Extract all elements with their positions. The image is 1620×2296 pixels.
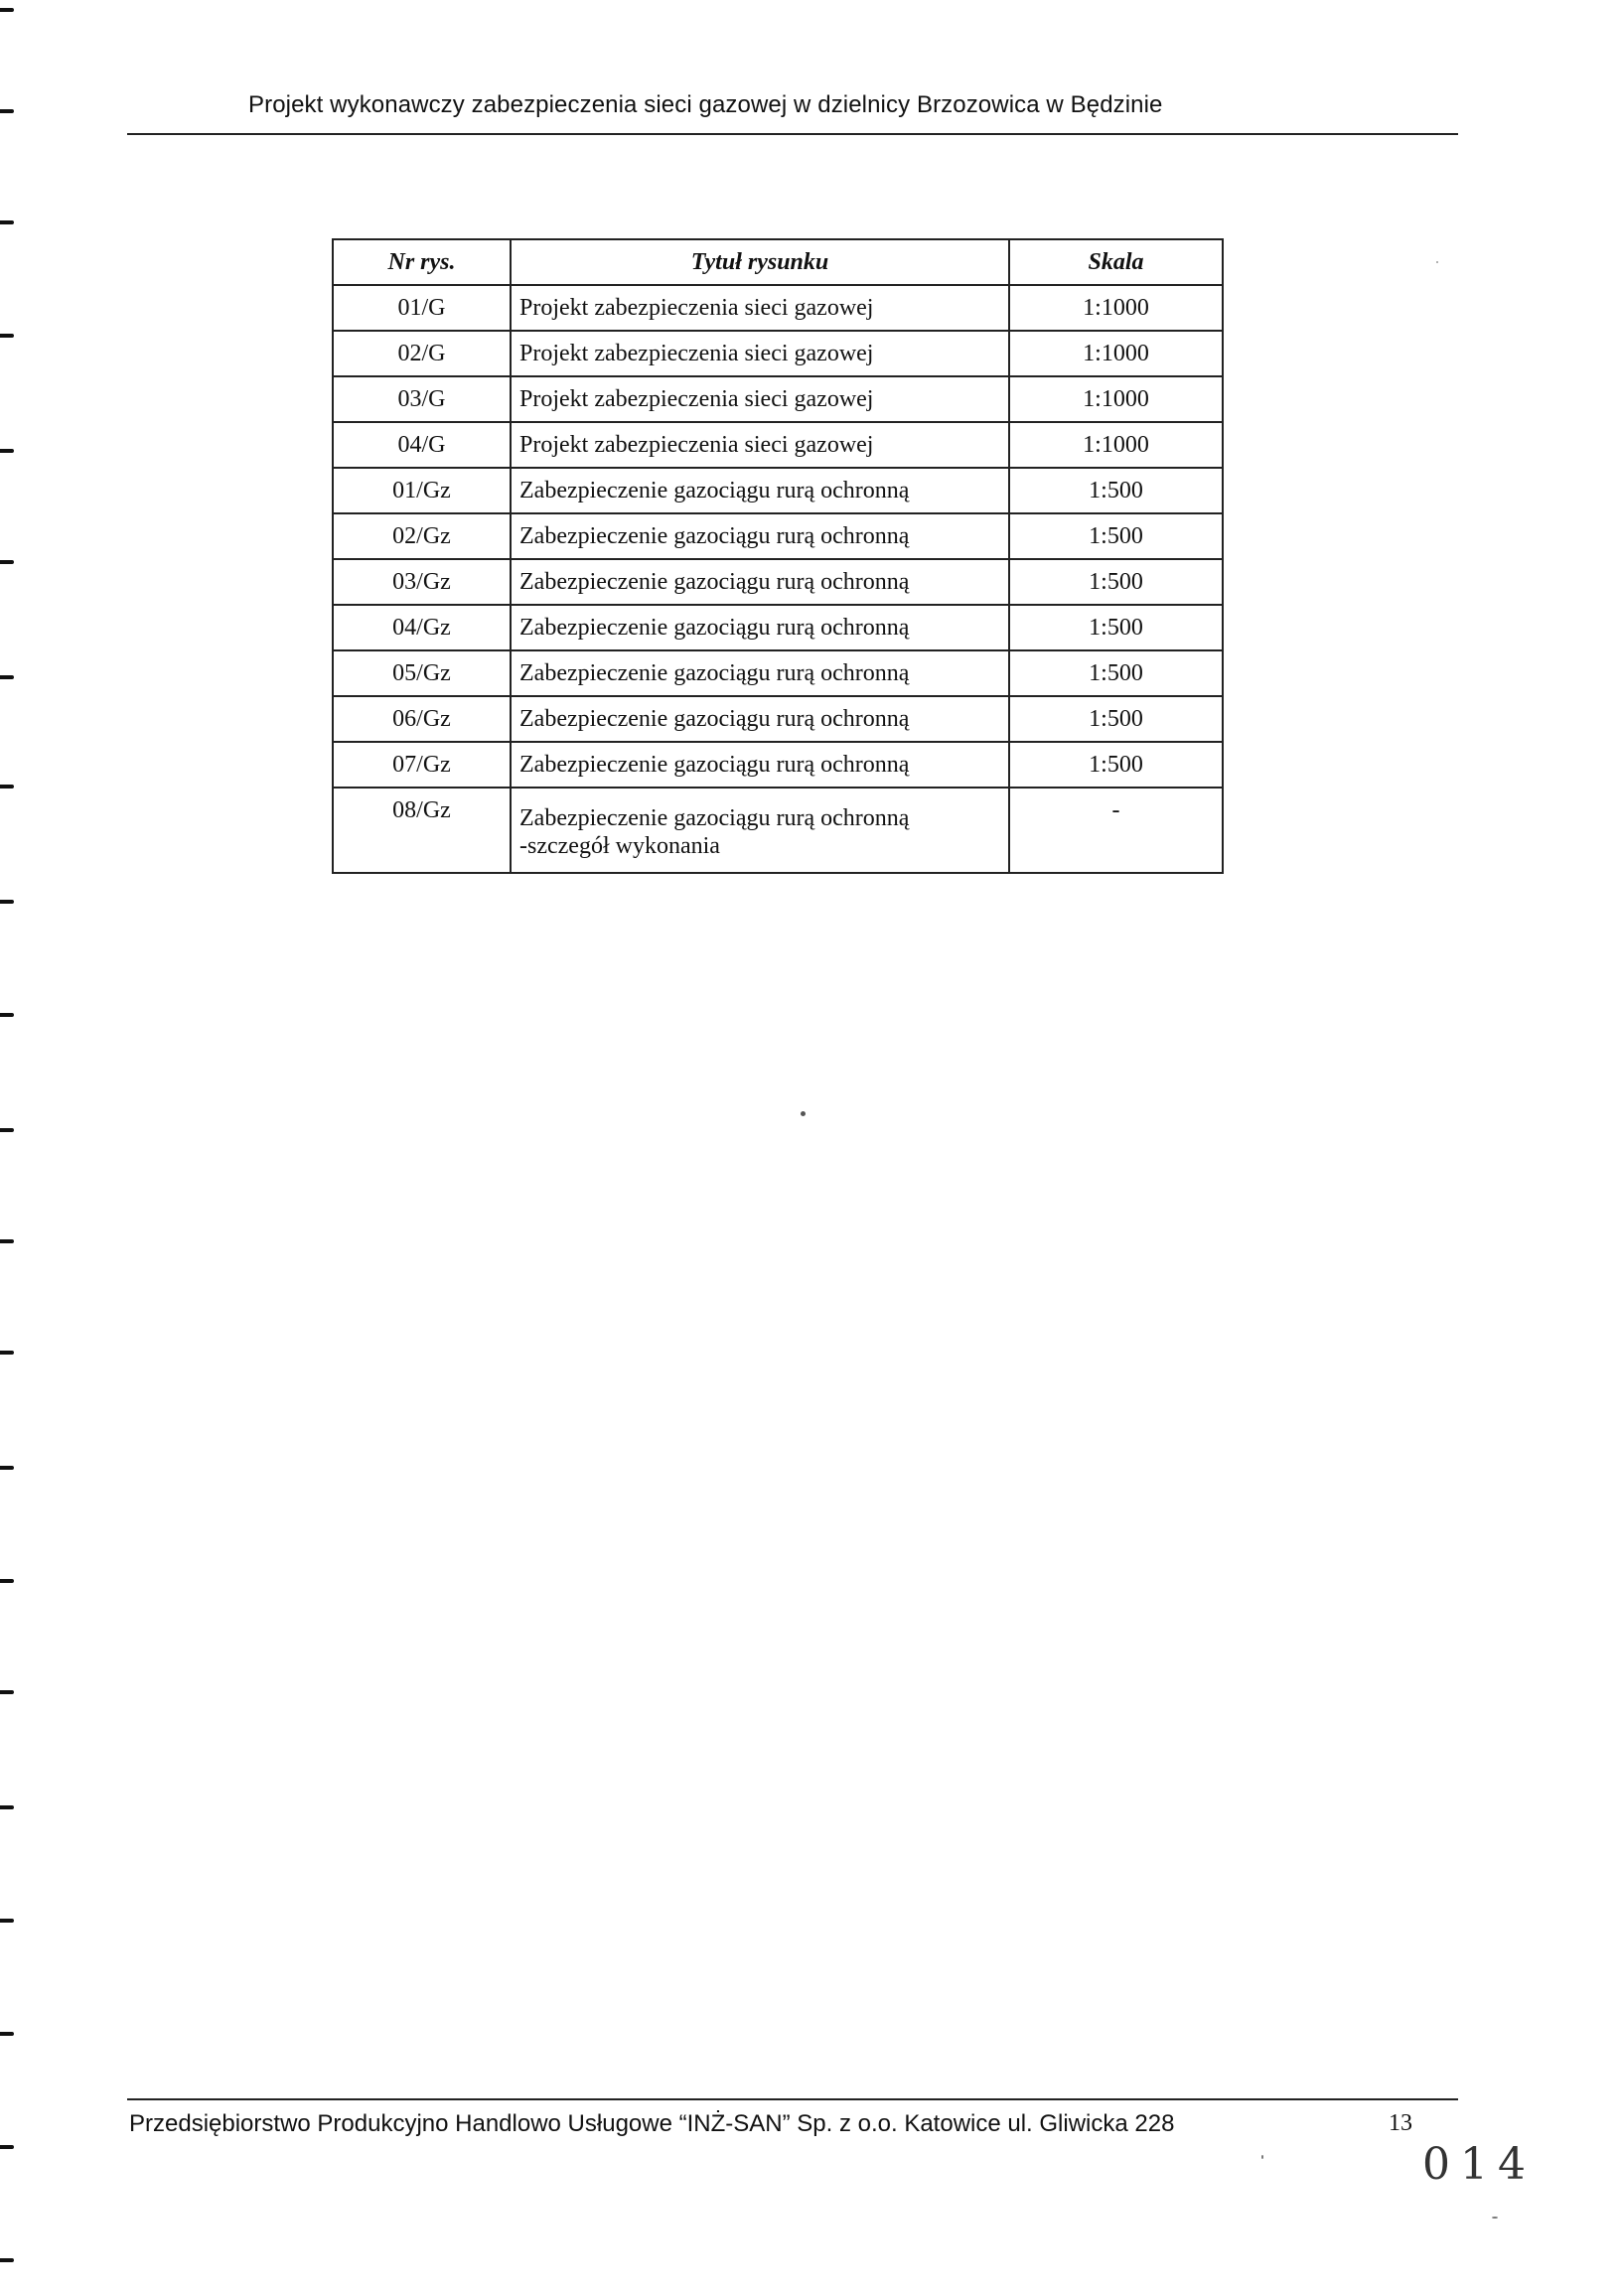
drawing-number: 05/Gz bbox=[333, 650, 511, 696]
column-header-scale: Skala bbox=[1009, 239, 1223, 285]
drawing-title: Zabezpieczenie gazociągu rurą ochronną bbox=[511, 742, 1009, 788]
table-row bbox=[333, 468, 1223, 513]
drawing-title-line-1: Zabezpieczenie gazociągu rurą ochronną bbox=[519, 805, 910, 831]
drawing-title: Zabezpieczenie gazociągu rurą ochronną bbox=[511, 513, 1009, 559]
drawing-title-line-2: -szczegół wykonania bbox=[519, 833, 720, 859]
binding-marks bbox=[0, 0, 20, 2296]
drawing-number: 03/G bbox=[333, 376, 511, 422]
scan-speck bbox=[801, 1111, 806, 1116]
drawing-scale: 1:500 bbox=[1009, 605, 1223, 650]
table-row bbox=[333, 376, 1223, 422]
table-row bbox=[333, 285, 1223, 331]
binding-mark bbox=[0, 1466, 14, 1470]
binding-mark bbox=[0, 675, 14, 679]
binding-mark bbox=[0, 449, 14, 453]
drawing-number: 07/Gz bbox=[333, 742, 511, 788]
table-row bbox=[333, 331, 1223, 376]
drawing-title: Projekt zabezpieczenia sieci gazowej bbox=[511, 376, 1009, 422]
drawing-number: 06/Gz bbox=[333, 696, 511, 742]
binding-mark bbox=[0, 785, 14, 789]
table-row bbox=[333, 788, 1223, 873]
binding-mark bbox=[0, 2258, 14, 2262]
scan-speck bbox=[1261, 2155, 1263, 2159]
drawing-scale: 1:1000 bbox=[1009, 331, 1223, 376]
drawing-scale: 1:1000 bbox=[1009, 376, 1223, 422]
drawing-title: Projekt zabezpieczenia sieci gazowej bbox=[511, 285, 1009, 331]
table-row bbox=[333, 696, 1223, 742]
drawing-title: Zabezpieczenie gazociągu rurą ochronną bbox=[511, 650, 1009, 696]
drawing-title: Projekt zabezpieczenia sieci gazowej bbox=[511, 422, 1009, 468]
binding-mark bbox=[0, 1128, 14, 1132]
drawing-title: Zabezpieczenie gazociągu rurą ochronną bbox=[511, 559, 1009, 605]
table-row bbox=[333, 422, 1223, 468]
table-row bbox=[333, 650, 1223, 696]
sheet-stamp: 014 bbox=[1422, 2139, 1536, 2190]
binding-mark bbox=[0, 8, 14, 12]
drawing-scale: 1:500 bbox=[1009, 696, 1223, 742]
drawing-title: Zabezpieczenie gazociągu rurą ochronną bbox=[511, 468, 1009, 513]
page-footer bbox=[127, 2098, 1458, 2150]
header-title: Projekt wykonawczy zabezpieczenia sieci gazowej w dzielnicy Brzozowica w Będzinie bbox=[248, 91, 1163, 118]
binding-mark bbox=[0, 109, 14, 113]
drawing-scale: 1:500 bbox=[1009, 650, 1223, 696]
binding-mark bbox=[0, 560, 14, 564]
drawing-scale: 1:500 bbox=[1009, 742, 1223, 788]
binding-mark bbox=[0, 900, 14, 904]
drawing-title: Projekt zabezpieczenia sieci gazowej bbox=[511, 331, 1009, 376]
binding-mark bbox=[0, 1351, 14, 1355]
drawing-title bbox=[511, 788, 1009, 873]
drawing-scale: 1:500 bbox=[1009, 513, 1223, 559]
drawing-number: 02/G bbox=[333, 331, 511, 376]
column-header-title: Tytuł rysunku bbox=[511, 239, 1009, 285]
scan-speck bbox=[1492, 2217, 1498, 2219]
drawing-title: Zabezpieczenie gazociągu rurą ochronną bbox=[511, 605, 1009, 650]
binding-mark bbox=[0, 1690, 14, 1694]
drawing-number: 03/Gz bbox=[333, 559, 511, 605]
drawing-scale: 1:500 bbox=[1009, 559, 1223, 605]
drawing-scale: 1:1000 bbox=[1009, 422, 1223, 468]
binding-mark bbox=[0, 2032, 14, 2036]
drawing-number: 04/G bbox=[333, 422, 511, 468]
binding-mark bbox=[0, 1579, 14, 1583]
binding-mark bbox=[0, 1013, 14, 1017]
column-header-nr: Nr rys. bbox=[333, 239, 511, 285]
binding-mark bbox=[0, 1919, 14, 1923]
drawing-scale: 1:500 bbox=[1009, 468, 1223, 513]
drawing-number: 01/G bbox=[333, 285, 511, 331]
binding-mark bbox=[0, 1805, 14, 1809]
page-header bbox=[127, 89, 1458, 135]
binding-mark bbox=[0, 220, 14, 224]
table-row bbox=[333, 742, 1223, 788]
binding-mark bbox=[0, 334, 14, 338]
table-row bbox=[333, 605, 1223, 650]
drawing-scale: - bbox=[1009, 788, 1223, 873]
drawing-number: 04/Gz bbox=[333, 605, 511, 650]
table-row bbox=[333, 513, 1223, 559]
footer-company: Przedsiębiorstwo Produkcyjno Handlowo Usługowe “INŻ-SAN” Sp. z o.o. Katowice ul. Gliwicka 228 bbox=[129, 2110, 1175, 2137]
binding-mark bbox=[0, 1239, 14, 1243]
table-header-row bbox=[333, 239, 1223, 285]
drawing-title: Zabezpieczenie gazociągu rurą ochronną bbox=[511, 696, 1009, 742]
table-row bbox=[333, 559, 1223, 605]
binding-mark bbox=[0, 2145, 14, 2149]
drawing-number: 02/Gz bbox=[333, 513, 511, 559]
page-number: 13 bbox=[1389, 2110, 1412, 2136]
drawing-number: 08/Gz bbox=[333, 788, 511, 873]
drawings-table bbox=[332, 238, 1224, 874]
drawing-scale: 1:1000 bbox=[1009, 285, 1223, 331]
drawing-number: 01/Gz bbox=[333, 468, 511, 513]
scan-speck bbox=[1436, 261, 1438, 263]
